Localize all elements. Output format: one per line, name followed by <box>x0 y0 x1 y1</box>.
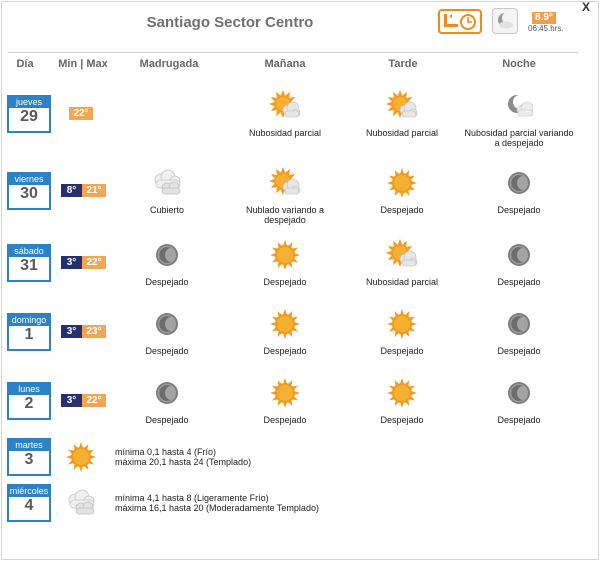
condition-label: Despejado <box>497 346 541 356</box>
max-temp-badge: 22° <box>82 394 106 407</box>
condition-label: Nubosidad parcial <box>365 277 439 287</box>
moon-icon <box>502 238 536 272</box>
min-description: mínima 0,1 hasta 4 (Frío) <box>115 447 217 457</box>
header-divider <box>8 52 578 53</box>
header-manana: Mañana <box>264 58 306 70</box>
day-name: domingo <box>9 315 49 326</box>
date-badge <box>7 382 51 420</box>
condition-label: Despejado <box>497 277 541 287</box>
date-badge <box>7 438 51 476</box>
condition-label: Despejado <box>263 277 307 287</box>
condition-label: Nubosidad parcial <box>365 128 439 138</box>
max-description: máxima 16,1 hasta 20 (Moderadamente Templado) <box>115 503 319 513</box>
moon-icon <box>150 307 184 341</box>
max-temp-badge: 22° <box>69 107 93 120</box>
current-time: 06:45.hrs. <box>528 24 564 33</box>
date-badge <box>7 244 51 282</box>
day-number: 31 <box>20 257 38 274</box>
min-temp-badge: 3° <box>61 256 82 269</box>
min-temp-badge: 8° <box>61 184 82 197</box>
moon-icon <box>150 376 184 410</box>
date-badge <box>7 484 51 522</box>
day-name: lunes <box>9 384 49 395</box>
day-number: 1 <box>24 326 34 343</box>
min-temp-badge: 3° <box>61 325 82 338</box>
date-badge <box>7 313 51 351</box>
condition-label: Nublado variando a despejado <box>245 205 325 225</box>
header-tarde: Tarde <box>388 58 418 70</box>
condition-label: Despejado <box>380 415 424 425</box>
max-temp-badge: 21° <box>82 184 106 197</box>
condition-label: Despejado <box>145 277 189 287</box>
min-temp-badge: 3° <box>61 394 82 407</box>
sun-icon <box>64 440 98 474</box>
condition-label: Cubierto <box>149 205 185 215</box>
sun-icon <box>385 307 419 341</box>
date-badge <box>7 95 51 133</box>
clock-view-button[interactable] <box>438 9 482 34</box>
condition-label: Despejado <box>145 415 189 425</box>
moon-icon <box>502 307 536 341</box>
close-button[interactable]: X <box>582 0 591 14</box>
min-description: mínima 4,1 hasta 8 (Ligeramente Frío) <box>115 493 269 503</box>
day-number: 3 <box>24 451 34 468</box>
sun-icon <box>268 307 302 341</box>
moon-icon <box>502 166 536 200</box>
condition-label: Despejado <box>263 415 307 425</box>
day-number: 2 <box>24 395 34 412</box>
day-name: jueves <box>9 97 49 108</box>
max-description: máxima 20,1 hasta 24 (Templado) <box>115 457 252 467</box>
night-view-button[interactable] <box>492 8 518 34</box>
max-temp-badge: 23° <box>82 325 106 338</box>
sun-icon <box>385 166 419 200</box>
header-dia: Día <box>16 58 34 70</box>
sun-cloud-icon <box>268 89 302 123</box>
day-name: sábado <box>9 246 49 257</box>
page-title: Santiago Sector Centro <box>146 14 314 31</box>
moon-icon <box>502 376 536 410</box>
date-badge <box>7 172 51 210</box>
moon-cloud-icon <box>502 89 536 123</box>
cloud-icon <box>150 166 184 200</box>
header-minmax: Min | Max <box>58 58 108 70</box>
day-name: martes <box>9 440 49 451</box>
max-temp-badge: 22° <box>82 256 106 269</box>
header-noche: Noche <box>502 58 536 70</box>
current-temperature: 8.9° <box>532 12 556 24</box>
day-name: miércoles <box>9 486 49 496</box>
sun-cloud-icon <box>268 166 302 200</box>
sun-icon <box>385 376 419 410</box>
moon-icon <box>150 238 184 272</box>
condition-label: Nubosidad parcial variando a despejado <box>464 128 574 148</box>
condition-label: Nubosidad parcial <box>248 128 322 138</box>
cloud-icon <box>64 486 98 520</box>
condition-label: Despejado <box>380 205 424 215</box>
day-number: 30 <box>20 185 38 202</box>
day-number: 29 <box>20 108 38 125</box>
day-number: 4 <box>24 497 34 514</box>
sun-cloud-icon <box>385 89 419 123</box>
condition-label: Despejado <box>263 346 307 356</box>
sun-icon <box>268 238 302 272</box>
clock-icon <box>440 11 480 32</box>
sun-icon <box>268 376 302 410</box>
day-name: viernes <box>9 174 49 185</box>
condition-label: Despejado <box>497 415 541 425</box>
header-madrugada: Madrugada <box>139 58 199 70</box>
sun-cloud-icon <box>385 238 419 272</box>
condition-label: Despejado <box>380 346 424 356</box>
condition-label: Despejado <box>497 205 541 215</box>
moon-cloud-icon <box>493 9 517 33</box>
condition-label: Despejado <box>145 346 189 356</box>
